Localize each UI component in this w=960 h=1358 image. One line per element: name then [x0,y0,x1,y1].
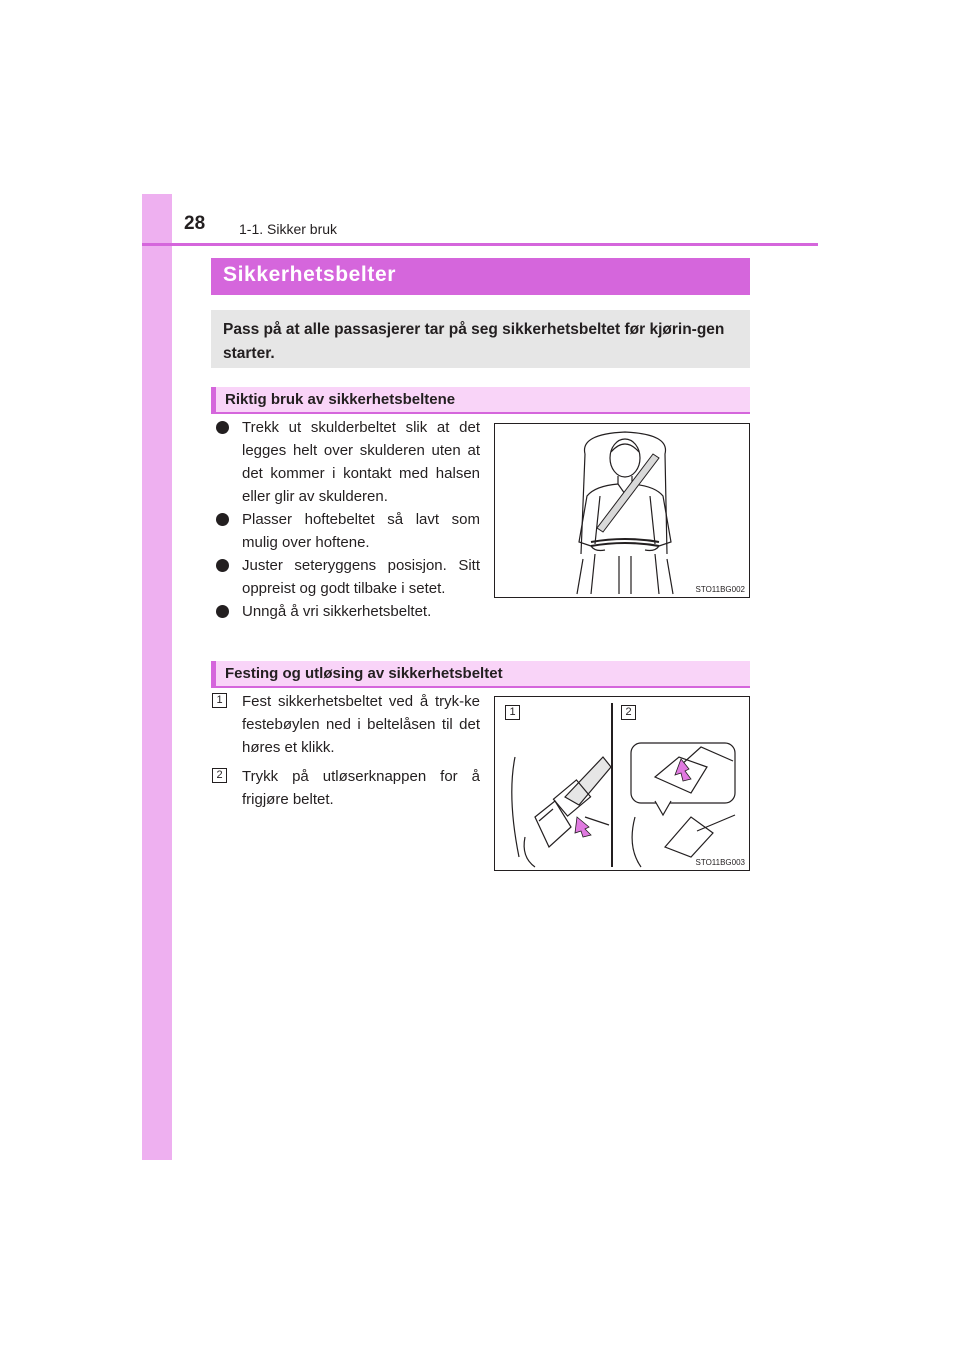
figure-label-2: 2 [621,705,636,720]
header-rule [142,243,818,246]
bullet-text: Unngå å vri sikkerhetsbeltet. [242,603,432,620]
subheading-fastening [211,661,750,688]
buckle-illustration [495,697,750,871]
bullet-icon [216,559,229,572]
list-item [216,600,480,623]
bullet-text: Plasser hoftebeltet så lavt som mulig over hoftene. [242,511,480,551]
figure-code: STO11BG003 [695,858,745,867]
intro-box [211,310,750,368]
figure-label-1: 1 [505,705,520,720]
seated-person-figure [494,423,750,598]
list-item [216,508,480,554]
seatbelt-wearing-illustration [495,424,750,598]
page-title: Sikkerhetsbelter [211,258,750,295]
buckle-figure [494,696,750,871]
bullet-icon [216,605,229,618]
page-number: 28 [184,213,206,234]
step-number-badge: 1 [212,693,227,708]
subheading-text: Riktig bruk av sikkerhetsbeltene [225,391,456,408]
bullet-text: Juster seteryggens posisjon. Sitt oppreist og godt tilbake i setet. [242,557,480,597]
bullet-icon [216,513,229,526]
intro-text: Pass på at alle passasjerer tar på seg sikkerhetsbeltet før kjørin-gen starter. [223,321,725,362]
list-item [216,416,480,508]
bullet-icon [216,421,229,434]
bullet-text: Trekk ut skulderbeltet slik at det legges helt over skulderen uten at det kommer i kontakt med halsen eller glir av skulderen. [242,419,480,505]
step-text: Fest sikkerhetsbeltet ved å tryk-ke festebøylen ned i beltelåsen til det høres et klikk. [242,693,480,756]
figure-code: STO11BG002 [695,585,745,594]
step-number-badge: 2 [212,768,227,783]
list-item [212,765,480,811]
side-tab-strip [142,194,172,1160]
subheading-text: Festing og utløsing av sikkerhetsbeltet [225,665,503,682]
list-item [216,554,480,600]
step-text: Trykk på utløserknappen for å frigjøre beltet. [242,768,480,808]
bullet-list [216,416,480,623]
step-list [212,690,480,811]
section-label: 1-1. Sikker bruk [239,221,338,237]
subheading-correct-use [211,387,750,414]
list-item [212,690,480,759]
